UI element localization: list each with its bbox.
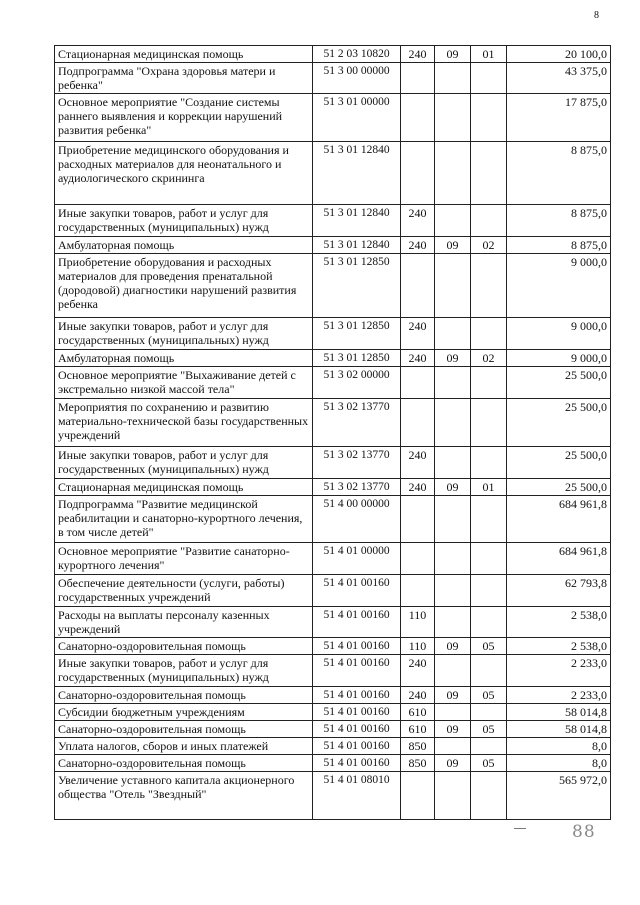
row-expense-type-cell xyxy=(401,142,435,205)
row-section-cell: 09 xyxy=(435,721,471,738)
row-subsection-cell xyxy=(471,367,507,399)
table-row xyxy=(55,479,611,496)
row-amount-cell: 9 000,0 xyxy=(507,318,611,350)
row-name-cell: Подпрограмма "Развитие медицинской реабилитации и санаторно-курортного лечения, в том числе детей" xyxy=(55,496,313,543)
margin-dash xyxy=(514,828,526,829)
row-code-cell: 51 3 01 00000 xyxy=(313,94,401,142)
row-expense-type-cell: 240 xyxy=(401,350,435,367)
row-name-cell: Основное мероприятие "Развитие санаторно-курортного лечения" xyxy=(55,543,313,575)
row-section-cell: 09 xyxy=(435,687,471,704)
table-row xyxy=(55,638,611,655)
row-subsection-cell: 01 xyxy=(471,479,507,496)
handwritten-page-number: 88 xyxy=(572,822,596,842)
row-amount-cell: 25 500,0 xyxy=(507,479,611,496)
table-row xyxy=(55,94,611,142)
table-row xyxy=(55,367,611,399)
table-row xyxy=(55,205,611,237)
row-amount-cell: 20 100,0 xyxy=(507,46,611,63)
row-expense-type-cell: 110 xyxy=(401,607,435,638)
row-amount-cell: 9 000,0 xyxy=(507,254,611,318)
row-expense-type-cell xyxy=(401,94,435,142)
row-code-cell: 51 4 01 00160 xyxy=(313,687,401,704)
table-row xyxy=(55,575,611,607)
row-name-cell: Субсидии бюджетным учреждениям xyxy=(55,704,313,721)
row-name-cell: Основное мероприятие "Создание системы раннего выявления и коррекции нарушений развития ребенка" xyxy=(55,94,313,142)
row-section-cell xyxy=(435,142,471,205)
row-amount-cell: 17 875,0 xyxy=(507,94,611,142)
budget-table-body xyxy=(55,46,611,820)
page-number: 8 xyxy=(594,10,599,21)
row-amount-cell: 8 875,0 xyxy=(507,142,611,205)
row-code-cell: 51 4 01 00000 xyxy=(313,543,401,575)
row-expense-type-cell: 240 xyxy=(401,205,435,237)
row-expense-type-cell xyxy=(401,63,435,94)
row-expense-type-cell: 240 xyxy=(401,687,435,704)
row-subsection-cell xyxy=(471,254,507,318)
row-section-cell: 09 xyxy=(435,350,471,367)
row-subsection-cell xyxy=(471,704,507,721)
row-expense-type-cell: 850 xyxy=(401,755,435,772)
row-section-cell xyxy=(435,575,471,607)
row-amount-cell: 58 014,8 xyxy=(507,704,611,721)
row-section-cell xyxy=(435,447,471,479)
row-code-cell: 51 3 01 12850 xyxy=(313,350,401,367)
row-expense-type-cell: 610 xyxy=(401,721,435,738)
row-expense-type-cell xyxy=(401,496,435,543)
row-code-cell: 51 3 00 00000 xyxy=(313,63,401,94)
row-code-cell: 51 4 01 08010 xyxy=(313,772,401,820)
row-code-cell: 51 3 02 13770 xyxy=(313,399,401,447)
row-expense-type-cell: 240 xyxy=(401,46,435,63)
row-expense-type-cell: 240 xyxy=(401,318,435,350)
row-amount-cell: 43 375,0 xyxy=(507,63,611,94)
row-code-cell: 51 4 01 00160 xyxy=(313,607,401,638)
row-section-cell: 09 xyxy=(435,237,471,254)
row-subsection-cell xyxy=(471,772,507,820)
row-subsection-cell: 05 xyxy=(471,687,507,704)
row-section-cell xyxy=(435,63,471,94)
row-section-cell xyxy=(435,496,471,543)
row-amount-cell: 2 233,0 xyxy=(507,655,611,687)
row-code-cell: 51 4 01 00160 xyxy=(313,655,401,687)
row-amount-cell: 2 538,0 xyxy=(507,607,611,638)
row-expense-type-cell xyxy=(401,772,435,820)
table-row xyxy=(55,655,611,687)
row-code-cell: 51 3 02 13770 xyxy=(313,479,401,496)
row-name-cell: Стационарная медицинская помощь xyxy=(55,479,313,496)
row-code-cell: 51 4 01 00160 xyxy=(313,755,401,772)
row-section-cell xyxy=(435,704,471,721)
row-subsection-cell xyxy=(471,318,507,350)
table-row xyxy=(55,755,611,772)
budget-table xyxy=(54,45,611,820)
row-subsection-cell: 05 xyxy=(471,638,507,655)
row-name-cell: Иные закупки товаров, работ и услуг для государственных (муниципальных) нужд xyxy=(55,318,313,350)
table-row xyxy=(55,687,611,704)
row-expense-type-cell xyxy=(401,254,435,318)
row-section-cell: 09 xyxy=(435,638,471,655)
table-row xyxy=(55,46,611,63)
row-expense-type-cell xyxy=(401,399,435,447)
row-expense-type-cell: 110 xyxy=(401,638,435,655)
row-name-cell: Санаторно-оздоровительная помощь xyxy=(55,721,313,738)
row-expense-type-cell xyxy=(401,575,435,607)
row-expense-type-cell: 850 xyxy=(401,738,435,755)
row-name-cell: Обеспечение деятельности (услуги, работы) государственных учреждений xyxy=(55,575,313,607)
row-code-cell: 51 4 01 00160 xyxy=(313,638,401,655)
table-row xyxy=(55,772,611,820)
row-amount-cell: 565 972,0 xyxy=(507,772,611,820)
row-expense-type-cell: 240 xyxy=(401,447,435,479)
row-section-cell: 09 xyxy=(435,46,471,63)
row-subsection-cell xyxy=(471,94,507,142)
row-amount-cell: 8,0 xyxy=(507,738,611,755)
row-name-cell: Увеличение уставного капитала акционерного общества "Отель "Звездный" xyxy=(55,772,313,820)
row-subsection-cell: 01 xyxy=(471,46,507,63)
row-amount-cell: 8 875,0 xyxy=(507,205,611,237)
row-amount-cell: 25 500,0 xyxy=(507,399,611,447)
row-name-cell: Иные закупки товаров, работ и услуг для государственных (муниципальных) нужд xyxy=(55,205,313,237)
row-amount-cell: 2 233,0 xyxy=(507,687,611,704)
row-subsection-cell xyxy=(471,607,507,638)
table-row xyxy=(55,350,611,367)
row-section-cell xyxy=(435,607,471,638)
row-code-cell: 51 3 01 12840 xyxy=(313,237,401,254)
row-code-cell: 51 3 01 12850 xyxy=(313,318,401,350)
row-code-cell: 51 4 00 00000 xyxy=(313,496,401,543)
row-name-cell: Стационарная медицинская помощь xyxy=(55,46,313,63)
row-section-cell xyxy=(435,738,471,755)
table-row xyxy=(55,496,611,543)
row-amount-cell: 684 961,8 xyxy=(507,543,611,575)
row-amount-cell: 8 875,0 xyxy=(507,237,611,254)
row-amount-cell: 62 793,8 xyxy=(507,575,611,607)
row-name-cell: Санаторно-оздоровительная помощь xyxy=(55,755,313,772)
row-name-cell: Иные закупки товаров, работ и услуг для государственных (муниципальных) нужд xyxy=(55,447,313,479)
row-code-cell: 51 3 02 13770 xyxy=(313,447,401,479)
row-subsection-cell xyxy=(471,655,507,687)
row-name-cell: Санаторно-оздоровительная помощь xyxy=(55,638,313,655)
row-subsection-cell xyxy=(471,543,507,575)
row-code-cell: 51 4 01 00160 xyxy=(313,575,401,607)
row-name-cell: Санаторно-оздоровительная помощь xyxy=(55,687,313,704)
table-row xyxy=(55,142,611,205)
row-expense-type-cell: 240 xyxy=(401,479,435,496)
row-section-cell xyxy=(435,367,471,399)
row-name-cell: Мероприятия по сохранению и развитию материально-технической базы государственных учреждений xyxy=(55,399,313,447)
table-row xyxy=(55,447,611,479)
row-section-cell xyxy=(435,399,471,447)
row-name-cell: Основное мероприятие "Выхаживание детей с экстремально низкой массой тела" xyxy=(55,367,313,399)
row-section-cell xyxy=(435,205,471,237)
row-subsection-cell: 05 xyxy=(471,721,507,738)
row-amount-cell: 58 014,8 xyxy=(507,721,611,738)
table-row xyxy=(55,254,611,318)
row-name-cell: Иные закупки товаров, работ и услуг для государственных (муниципальных) нужд xyxy=(55,655,313,687)
row-expense-type-cell: 240 xyxy=(401,655,435,687)
row-name-cell: Приобретение оборудования и расходных материалов для проведения пренатальной (дородовой) диагностики нарушений развития ребенка xyxy=(55,254,313,318)
row-subsection-cell: 02 xyxy=(471,350,507,367)
row-subsection-cell xyxy=(471,738,507,755)
row-section-cell: 09 xyxy=(435,479,471,496)
row-expense-type-cell xyxy=(401,367,435,399)
row-amount-cell: 684 961,8 xyxy=(507,496,611,543)
row-amount-cell: 9 000,0 xyxy=(507,350,611,367)
row-subsection-cell xyxy=(471,142,507,205)
table-row xyxy=(55,607,611,638)
row-name-cell: Приобретение медицинского оборудования и расходных материалов для неонатального и аудиологического скрининга xyxy=(55,142,313,205)
table-row xyxy=(55,738,611,755)
row-name-cell: Уплата налогов, сборов и иных платежей xyxy=(55,738,313,755)
table-row xyxy=(55,543,611,575)
row-expense-type-cell xyxy=(401,543,435,575)
row-subsection-cell xyxy=(471,575,507,607)
table-row xyxy=(55,318,611,350)
row-name-cell: Подпрограмма "Охрана здоровья матери и ребенка" xyxy=(55,63,313,94)
table-row xyxy=(55,704,611,721)
row-expense-type-cell: 240 xyxy=(401,237,435,254)
table-row xyxy=(55,237,611,254)
row-name-cell: Расходы на выплаты персоналу казенных учреждений xyxy=(55,607,313,638)
row-amount-cell: 8,0 xyxy=(507,755,611,772)
table-row xyxy=(55,721,611,738)
row-section-cell xyxy=(435,772,471,820)
row-section-cell xyxy=(435,543,471,575)
table-row xyxy=(55,399,611,447)
row-code-cell: 51 3 02 00000 xyxy=(313,367,401,399)
row-amount-cell: 25 500,0 xyxy=(507,367,611,399)
row-code-cell: 51 3 01 12840 xyxy=(313,205,401,237)
row-subsection-cell xyxy=(471,205,507,237)
row-section-cell xyxy=(435,655,471,687)
row-subsection-cell: 05 xyxy=(471,755,507,772)
table-row xyxy=(55,63,611,94)
row-amount-cell: 2 538,0 xyxy=(507,638,611,655)
row-section-cell xyxy=(435,318,471,350)
row-section-cell xyxy=(435,94,471,142)
row-code-cell: 51 3 01 12850 xyxy=(313,254,401,318)
row-subsection-cell: 02 xyxy=(471,237,507,254)
row-code-cell: 51 4 01 00160 xyxy=(313,721,401,738)
row-code-cell: 51 4 01 00160 xyxy=(313,704,401,721)
row-name-cell: Амбулаторная помощь xyxy=(55,237,313,254)
row-amount-cell: 25 500,0 xyxy=(507,447,611,479)
row-subsection-cell xyxy=(471,63,507,94)
row-code-cell: 51 2 03 10820 xyxy=(313,46,401,63)
row-code-cell: 51 4 01 00160 xyxy=(313,738,401,755)
row-section-cell xyxy=(435,254,471,318)
row-expense-type-cell: 610 xyxy=(401,704,435,721)
row-name-cell: Амбулаторная помощь xyxy=(55,350,313,367)
row-subsection-cell xyxy=(471,447,507,479)
row-subsection-cell xyxy=(471,399,507,447)
row-code-cell: 51 3 01 12840 xyxy=(313,142,401,205)
row-subsection-cell xyxy=(471,496,507,543)
row-section-cell: 09 xyxy=(435,755,471,772)
